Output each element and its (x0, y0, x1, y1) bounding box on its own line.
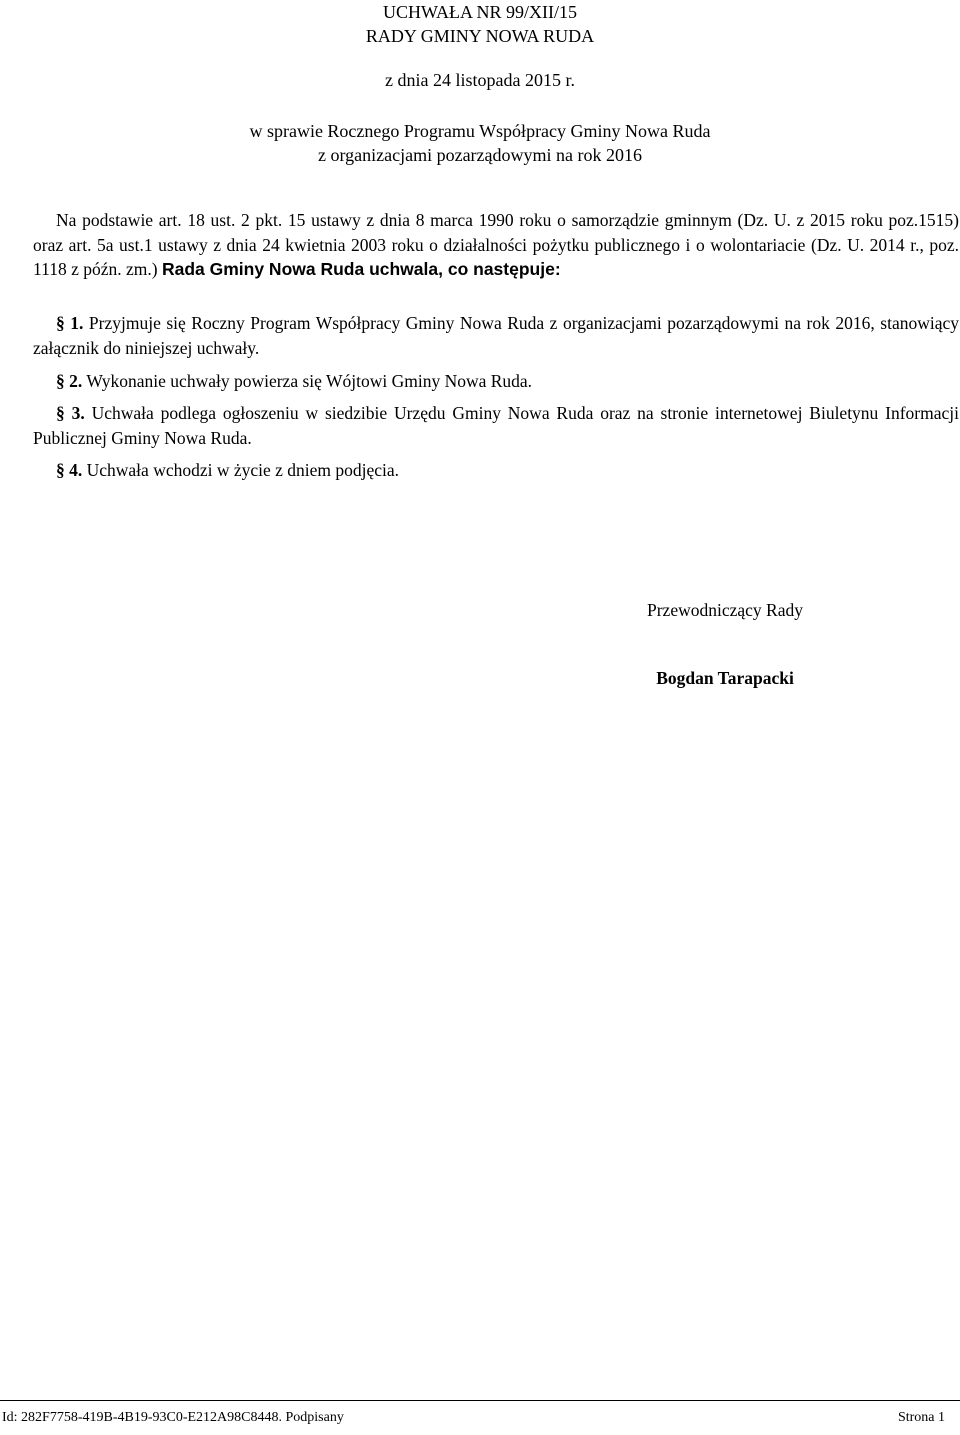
preamble-enacting-clause: Rada Gminy Nowa Ruda uchwala, co następuje: (161, 259, 561, 280)
section-text: Przyjmuje się Roczny Program Współpracy Gminy Nowa Ruda z organizacjami pozarządowymi na rok 2016, stanowiący załącznik do niniejszej uchwały. (33, 313, 959, 358)
council-name: RADY GMINY NOWA RUDA (365, 26, 595, 46)
section-marker: § 4. (56, 460, 83, 480)
section-marker: § 3. (56, 403, 85, 423)
signature-name: Bogdan Tarapacki (656, 668, 794, 688)
resolution-subject (0, 119, 960, 167)
section-text: Uchwała podlega ogłoszeniu w siedzibie Urzędu Gminy Nowa Ruda oraz na stronie internetowej Biuletynu Informacji Publicznej Gminy Nowa Ruda. (33, 403, 959, 448)
section-2 (33, 369, 959, 394)
document-title (0, 0, 960, 48)
signature-role: Przewodniczący Rady (647, 600, 803, 620)
section-4 (33, 458, 959, 483)
preamble-paragraph (33, 208, 959, 282)
section-3 (33, 401, 959, 450)
section-marker: § 1. (56, 313, 84, 333)
section-1 (33, 311, 959, 360)
section-text: Wykonanie uchwały powierza się Wójtowi Gminy Nowa Ruda. (86, 371, 533, 391)
resolution-date: z dnia 24 listopada 2015 r. (385, 70, 575, 90)
page-footer (0, 1400, 960, 1429)
page-number: Strona 1 (897, 1410, 945, 1425)
subject-line-2: z organizacjami pozarządowymi na rok 2016 (317, 145, 643, 165)
subject-line-1: w sprawie Rocznego Programu Współpracy Gminy Nowa Ruda (249, 121, 711, 141)
section-marker: § 2. (56, 371, 83, 391)
section-text: Uchwała wchodzi w życie z dniem podjęcia. (86, 460, 400, 480)
document-id: Id: 282F7758-419B-4B19-93C0-E212A98C8448. Podpisany (2, 1410, 344, 1425)
preamble-text: Na podstawie art. 18 ust. 2 pkt. 15 ustawy z dnia 8 marca 1990 roku o samorządzie gminnym (Dz. U. z 2015 roku poz.1515) oraz art. 5a ust.1 ustawy z dnia 24 kwietnia 2003 roku o działalności pożytku publicznego i o wolontariacie (Dz. U. 2014 r., poz. 1118 z późn. zm.) (33, 210, 959, 280)
resolution-number: UCHWAŁA NR 99/XII/15 (383, 2, 577, 22)
